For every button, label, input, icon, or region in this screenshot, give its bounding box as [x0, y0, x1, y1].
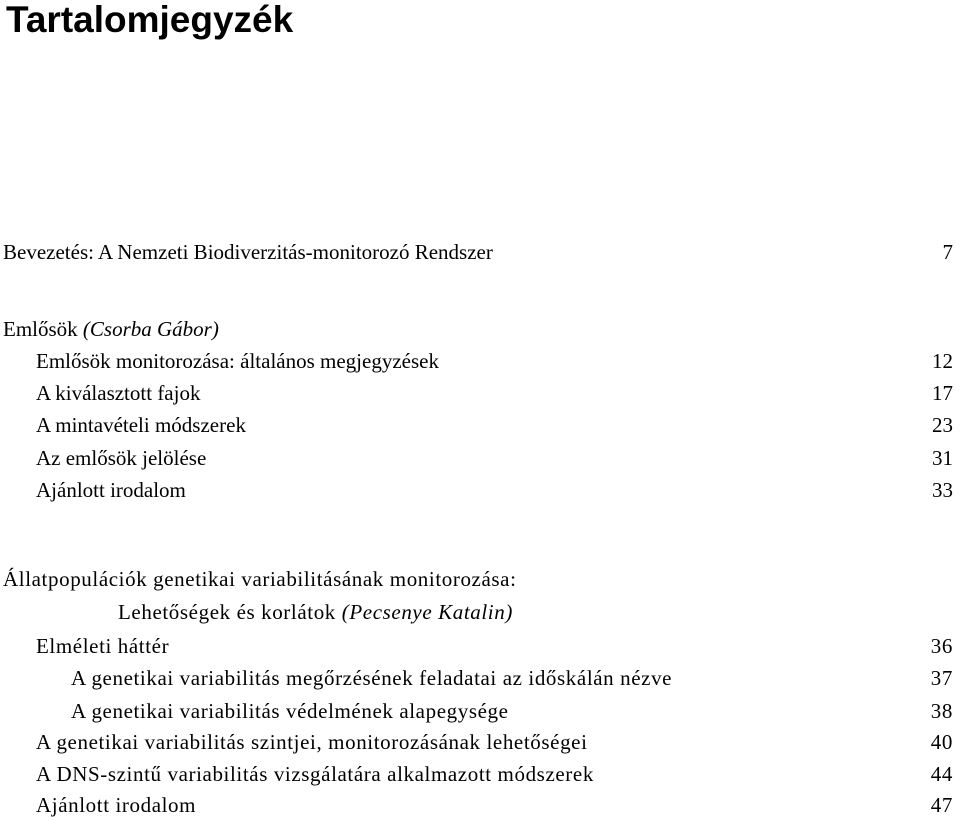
toc-page-number: 36 — [930, 634, 953, 658]
toc-entry[interactable] — [0, 760, 958, 788]
toc-entry[interactable] — [0, 476, 958, 504]
toc-entry-text: Emlősök monitorozása: általános megjegyzések — [36, 349, 439, 373]
toc-section-heading-genetics-line2 — [0, 598, 958, 626]
toc-page-number: 17 — [932, 381, 953, 405]
section-title: Emlősök — [3, 317, 78, 341]
section-author: (Pecsenye Katalin) — [341, 600, 513, 624]
toc-page-number: 23 — [932, 413, 953, 437]
toc-entry[interactable] — [0, 791, 958, 819]
section-title: Állatpopulációk genetikai variabilitásának monitorozása: — [3, 567, 517, 591]
toc-page-number: 7 — [942, 240, 953, 264]
toc-entry-intro[interactable] — [0, 238, 958, 266]
page-title: Tartalomjegyzék — [6, 0, 294, 40]
toc-entry[interactable] — [0, 347, 958, 375]
toc-page-number: 38 — [930, 699, 953, 723]
section-title: Lehetőségek és korlátok — [118, 600, 336, 624]
toc-entry-text: A genetikai variabilitás megőrzésének feladatai az időskálán nézve — [71, 666, 673, 690]
toc-page-number: 44 — [930, 762, 953, 786]
toc-entry-text: A kiválasztott fajok — [36, 381, 201, 405]
toc-entry-text: Ajánlott irodalom — [36, 478, 186, 502]
toc-entry[interactable] — [0, 664, 958, 692]
toc-entry-text: Elméleti háttér — [36, 634, 170, 658]
toc-entry[interactable] — [0, 379, 958, 407]
toc-page-number: 37 — [930, 666, 953, 690]
toc-entry-text: A mintavételi módszerek — [36, 413, 246, 437]
toc-entry-text: A genetikai variabilitás szintjei, monitorozásának lehetőségei — [36, 730, 588, 754]
toc-entry[interactable] — [0, 444, 958, 472]
section-author: (Csorba Gábor) — [82, 317, 219, 341]
toc-entry[interactable] — [0, 728, 958, 756]
toc-entry-text: Az emlősök jelölése — [36, 446, 207, 470]
toc-page-number: 31 — [932, 446, 953, 470]
toc-entry[interactable] — [0, 411, 958, 439]
toc-page-number: 12 — [932, 349, 953, 373]
toc-page-number: 33 — [932, 478, 953, 502]
toc-section-heading-genetics — [0, 565, 958, 593]
toc-entry[interactable] — [0, 632, 958, 660]
toc-page-number: 47 — [930, 793, 953, 817]
toc-entry-text: Bevezetés: A Nemzeti Biodiverzitás-monitorozó Rendszer — [3, 240, 493, 264]
toc-entry-text: A DNS-szintű variabilitás vizsgálatára alkalmazott módszerek — [36, 762, 594, 786]
toc-page-number: 40 — [930, 730, 953, 754]
toc-section-heading-mammals — [0, 315, 958, 343]
toc-entry-text: Ajánlott irodalom — [36, 793, 197, 817]
toc-entry[interactable] — [0, 697, 958, 725]
toc-entry-text: A genetikai variabilitás védelmének alapegysége — [71, 699, 509, 723]
